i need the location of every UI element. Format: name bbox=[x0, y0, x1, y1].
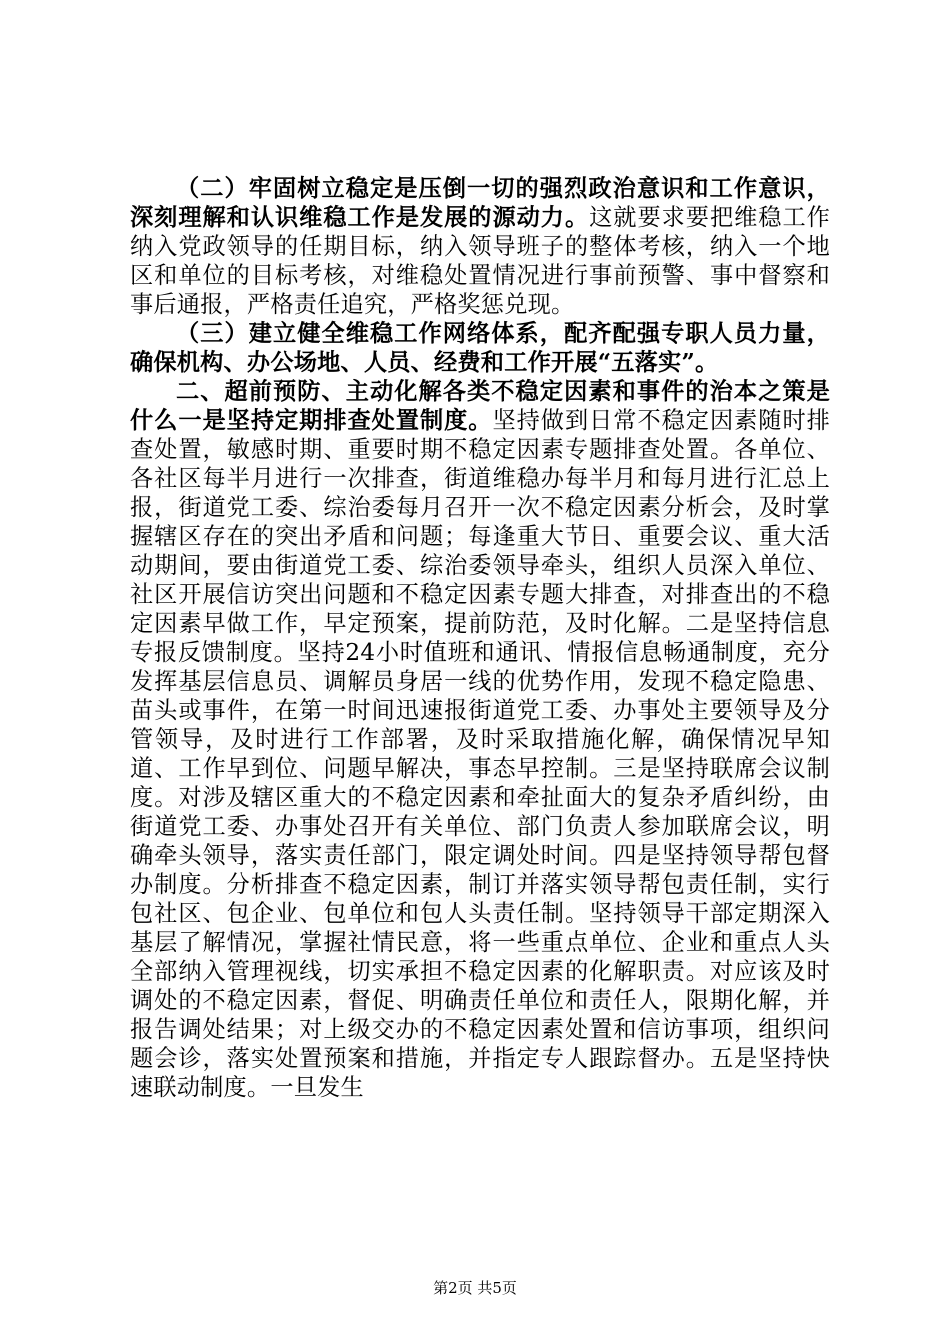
paragraph-2 bbox=[130, 319, 830, 377]
paragraph-1 bbox=[130, 174, 830, 319]
body-text bbox=[130, 174, 830, 1102]
paragraph-2-heading: （三）建立健全维稳工作网络体系，配齐配强专职人员力量，确保机构、办公场地、人员、经费和工作开展“五落实”。 bbox=[130, 320, 830, 376]
page-footer: 第2页 共5页 bbox=[433, 1279, 517, 1297]
paragraph-1-heading: （二）牢固树立稳定是压倒一切的强烈政治意识和工作意识，深刻理解和认识维稳工作是发展的源动力。 bbox=[130, 175, 830, 231]
paragraph-3 bbox=[130, 377, 830, 1102]
paragraph-3-text: 坚持做到日常不稳定因素随时排查处置，敏感时期、重要时期不稳定因素专题排查处置。各单位、各社区每半月进行一次排查，街道维稳办每半月和每月进行汇总上报，街道党工委、综治委每月召开一次不稳定因素分析会，及时掌握辖区存在的突出矛盾和问题；每逢重大节日、重要会议、重大活动期间，要由街道党工委、综治委领导牵头，组织人员深入单位、社区开展信访突出问题和不稳定因素专题大排查，对排查出的不稳定因素早做工作，早定预案，提前防范，及时化解。二是坚持信息专报反馈制度。坚持24小时值班和通讯、情报信息畅通制度，充分发挥基层信息员、调解员身居一线的优势作用，发现不稳定隐患、苗头或事件，在第一时间迅速报街道党工委、办事处主要领导及分管领导，及时进行工作部署，及时采取措施化解，确保情况早知道、工作早到位、问题早解决，事态早控制。三是坚持联席会议制度。对涉及辖区重大的不稳定因素和牵扯面大的复杂矛盾纠纷，由街道党工委、办事处召开有关单位、部门负责人参加联席会议，明确牵头领导，落实责任部门，限定调处时间。四是坚持领导帮包督办制度。分析排查不稳定因素，制订并落实领导帮包责任制，实行包社区、包企业、包单位和包人头责任制。坚持领导干部定期深入基层了解情况，掌握社情民意，将一些重点单位、企业和重点人头全部纳入管理视线，切实承担不稳定因素的化解职责。对应该及时调处的不稳定因素，督促、明确责任单位和责任人，限期化解，并报告调处结果；对上级交办的不稳定因素处置和信访事项，组织问题会诊，落实处置预案和措施，并指定专人跟踪督办。五是坚持快速联动制度。一旦发生 bbox=[130, 407, 830, 1101]
paragraph-1-text: 这就要求要把维稳工作纳入党政领导的任期目标，纳入领导班子的整体考核，纳入一个地区和单位的目标考核，对维稳处置情况进行事前预警、事中督察和事后通报，严格责任追究，严格奖惩兑现。 bbox=[130, 204, 830, 318]
paragraph-3-heading: 二、超前预防、主动化解各类不稳定因素和事件的治本之策是什么一是坚持定期排查处置制度。 bbox=[130, 378, 830, 434]
